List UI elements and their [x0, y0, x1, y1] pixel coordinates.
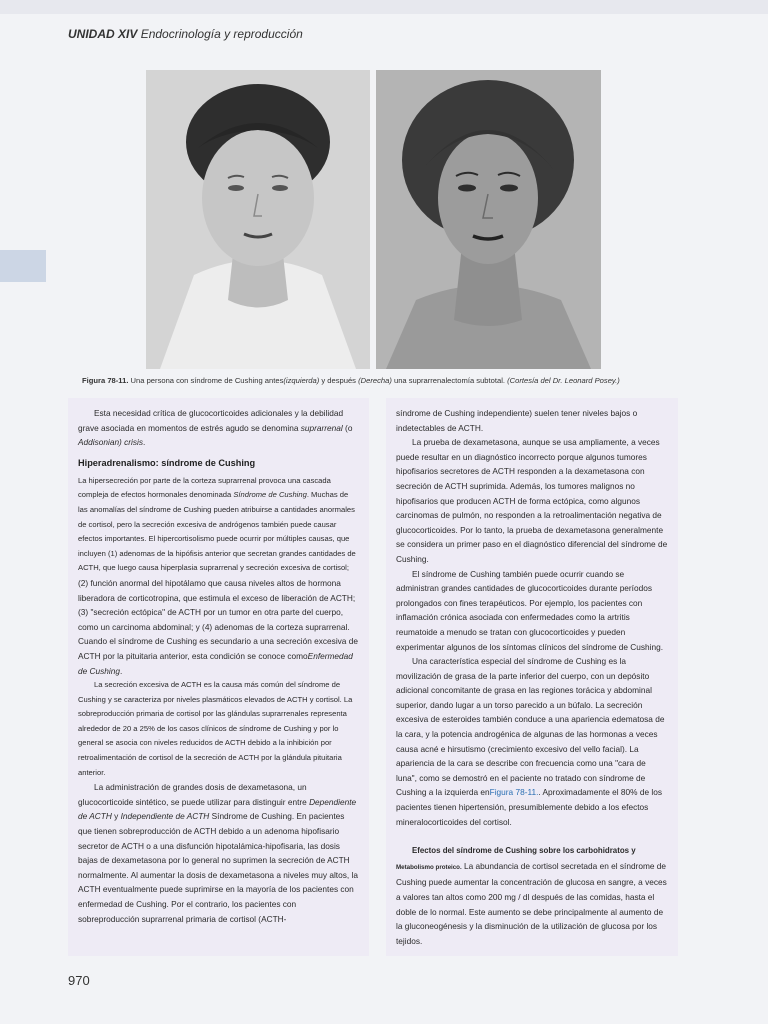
caption-text-3: una suprarrenalectomía subtotal. — [391, 376, 508, 385]
caption-text-1: Una persona con síndrome de Cushing antes — [128, 376, 284, 385]
running-head — [68, 27, 303, 41]
caption-credit: (Cortesía del Dr. Leonard Posey.) — [507, 376, 620, 385]
figure-label: Figura 78-11. — [82, 376, 129, 385]
paragraph-acth-excess: La secreción excesiva de ACTH es la causa más común del síndrome de Cushing y se caracteriza por niveles plasmáticos elevados de ACTH y cortisol. La sobreproducción primaria de cortisol por las glándulas suprarrenales representa alrededor de 20 a 25% de los casos clínicos de síndrome de Cushing y por lo general se asocia con niveles reducidos de ACTH debido a la inhibición por retroalimentación de cortisol de la secreción de ACTH por la glándula pituitaria anterior. — [78, 680, 353, 777]
section-heading-cushing: Hiperadrenalismo: síndrome de Cushing — [78, 457, 256, 468]
subheading-carbohydrate: Efectos del síndrome de Cushing sobre los carbohidratos y — [412, 846, 636, 856]
right-text-column — [386, 398, 678, 956]
photo-before — [146, 70, 370, 369]
unit-title: Endocrinología y reproducción — [140, 27, 303, 41]
caption-text-2: y después — [319, 376, 359, 385]
caption-italic-2: (Derecha) — [358, 376, 392, 385]
unit-label: UNIDAD XIV — [68, 27, 138, 41]
paragraph-hypersecretion: La hipersecreción por parte de la corteza suprarrenal provoca una cascada compleja de efectos hormonales denominada Síndrome de Cushing. Muchas de las anomalías del síndrome de Cushing pueden atribuirse a cantidades anormales de cortisol, pero la secreción excesiva de andrógenos también puede causar efectos importantes. El hipercortisolismo puede ocurrir por múltiples causas, que incluyen (1) adenomas de la hipófisis anterior que secretan grandes cantidades de ACTH, que luego causa hiperplasia suprarrenal y secreción excesiva de cortisol; — [78, 475, 356, 573]
chapter-side-tab — [0, 250, 46, 282]
paragraph-continued: síndrome de Cushing independiente) suelen tener niveles bajos o indetectables de ACTH. — [396, 408, 638, 433]
caption-italic-1: (izquierda) — [283, 376, 320, 385]
paragraph-dexamethasone-test: La prueba de dexametasona, aunque se usa ampliamente, a veces puede resultar en un diagnóstico incorrecto porque algunos tumores hipofisarios secretores de ACTH responden a la dexametasona con secreción de ACTH suprimida. Además, los tumores malignos no hipofisarios que producen ACTH de forma ectópica, como algunos carcinomas de pulmón, no responden a la retroalimentación negativa de glucocorticoides. Por lo tanto, la prueba de dexametasona generalmente se considera un primer paso en el diagnóstico diferencial del síndrome de Cushing. — [396, 437, 668, 564]
page-number: 970 — [68, 973, 90, 988]
figure-caption — [82, 375, 662, 386]
paragraph-fat-mobilization: Una característica especial del síndrome de Cushing es la movilización de grasa de la parte inferior del cuerpo, con un depósito adicional concomitante de grasa en las regiones torácica y abdominal superior, dando lugar a un torso parecido a un búfalo. La secreción excesiva de esteroides también conduce a una apariencia edematosa de la cara, y la potencia androgénica de algunas de las hormonas a veces causa acné e hirsutismo (crecimiento excesivo del vello facial). La apariencia de la cara se describe con frecuencia como una "cara de luna", como se demostró en el paciente no tratado con síndrome de Cushing a la izquierda enFigura 78-11.. Aproximadamente el 80% de los pacientes tienen hipertensión, presumiblemente debido a los efectos mineralocorticoides del cortisol. — [396, 656, 665, 827]
portrait-after-image — [376, 70, 601, 369]
photo-after — [376, 70, 601, 369]
paragraph-therapeutic-glucocorticoids: El síndrome de Cushing también puede ocurrir cuando se administran grandes cantidades de glucocorticoides durante períodos prolongados con fines terapéuticos. Por ejemplo, los pacientes con inflamación crónica asociada con enfermedades como la artritis reumatoide a menudo se tratan con glucocorticoides y pueden experimentar algunos de los síntomas clínicos del síndrome de Cushing. — [396, 568, 664, 652]
top-bar — [0, 0, 768, 14]
paragraph-dexamethasone: La administración de grandes dosis de dexametasona, un glucocorticoide sintético, se puede utilizar para distinguir entre Dependiente de ACTH y Independiente de ACTH Síndrome de Cushing. En pacientes que tienen sobreproducción de ACTH debido a un adenoma hipofisario secretor de ACTH o a una disfunción hipotalámica-hipofisaria, las dosis bajas de dexametasona por lo general no suprimen la secreción de ACTH normalmente. Al aumentar la dosis de dexametasona a niveles muy altos, la ACTH eventualmente puede suprimirse en la mayoría de los pacientes con enfermedad de Cushing. Por el contrario, los pacientes con sobreproducción suprarrenal primaria de cortisol (ACTH- — [78, 782, 358, 924]
subheading-protein: Metabolismo proteico. — [396, 863, 462, 871]
figure-link[interactable]: Figura 78-11. — [489, 787, 539, 798]
paragraph-addison-crisis: Esta necesidad crítica de glucocorticoides adicionales y la debilidad grave asociada en momentos de estrés agudo se denomina suprarrenal (o Addisonian) crisis. — [78, 408, 353, 448]
portrait-before-image — [146, 70, 370, 369]
paragraph-carbohydrate-effects: Efectos del síndrome de Cushing sobre los carbohidratos y Metabolismo proteico. La abundancia de cortisol secretada en el síndrome de Cushing puede aumentar la concentración de glucosa en sangre, a veces a valores tan altos como 200 mg / dl después de las comidas, hasta el doble de lo normal. Este aumento se debe principalmente al aumento de la gluconeogénesis y la disminución de la utilización de glucosa por los tejidos. — [396, 846, 667, 946]
left-text-column — [68, 398, 369, 956]
paragraph-causes: (2) función anormal del hipotálamo que causa niveles altos de hormona liberadora de corticotropina, que estimula el exceso de liberación de ACTH; (3) "secreción ectópica" de ACTH por un tumor en otra parte del cuerpo, como un carcinoma abdominal; y (4) adenomas de la corteza suprarrenal. Cuando el síndrome de Cushing es secundario a una secreción excesiva de ACTH por la pituitaria anterior, esta condición se conoce comoEnfermedad de Cushing. — [78, 577, 358, 676]
